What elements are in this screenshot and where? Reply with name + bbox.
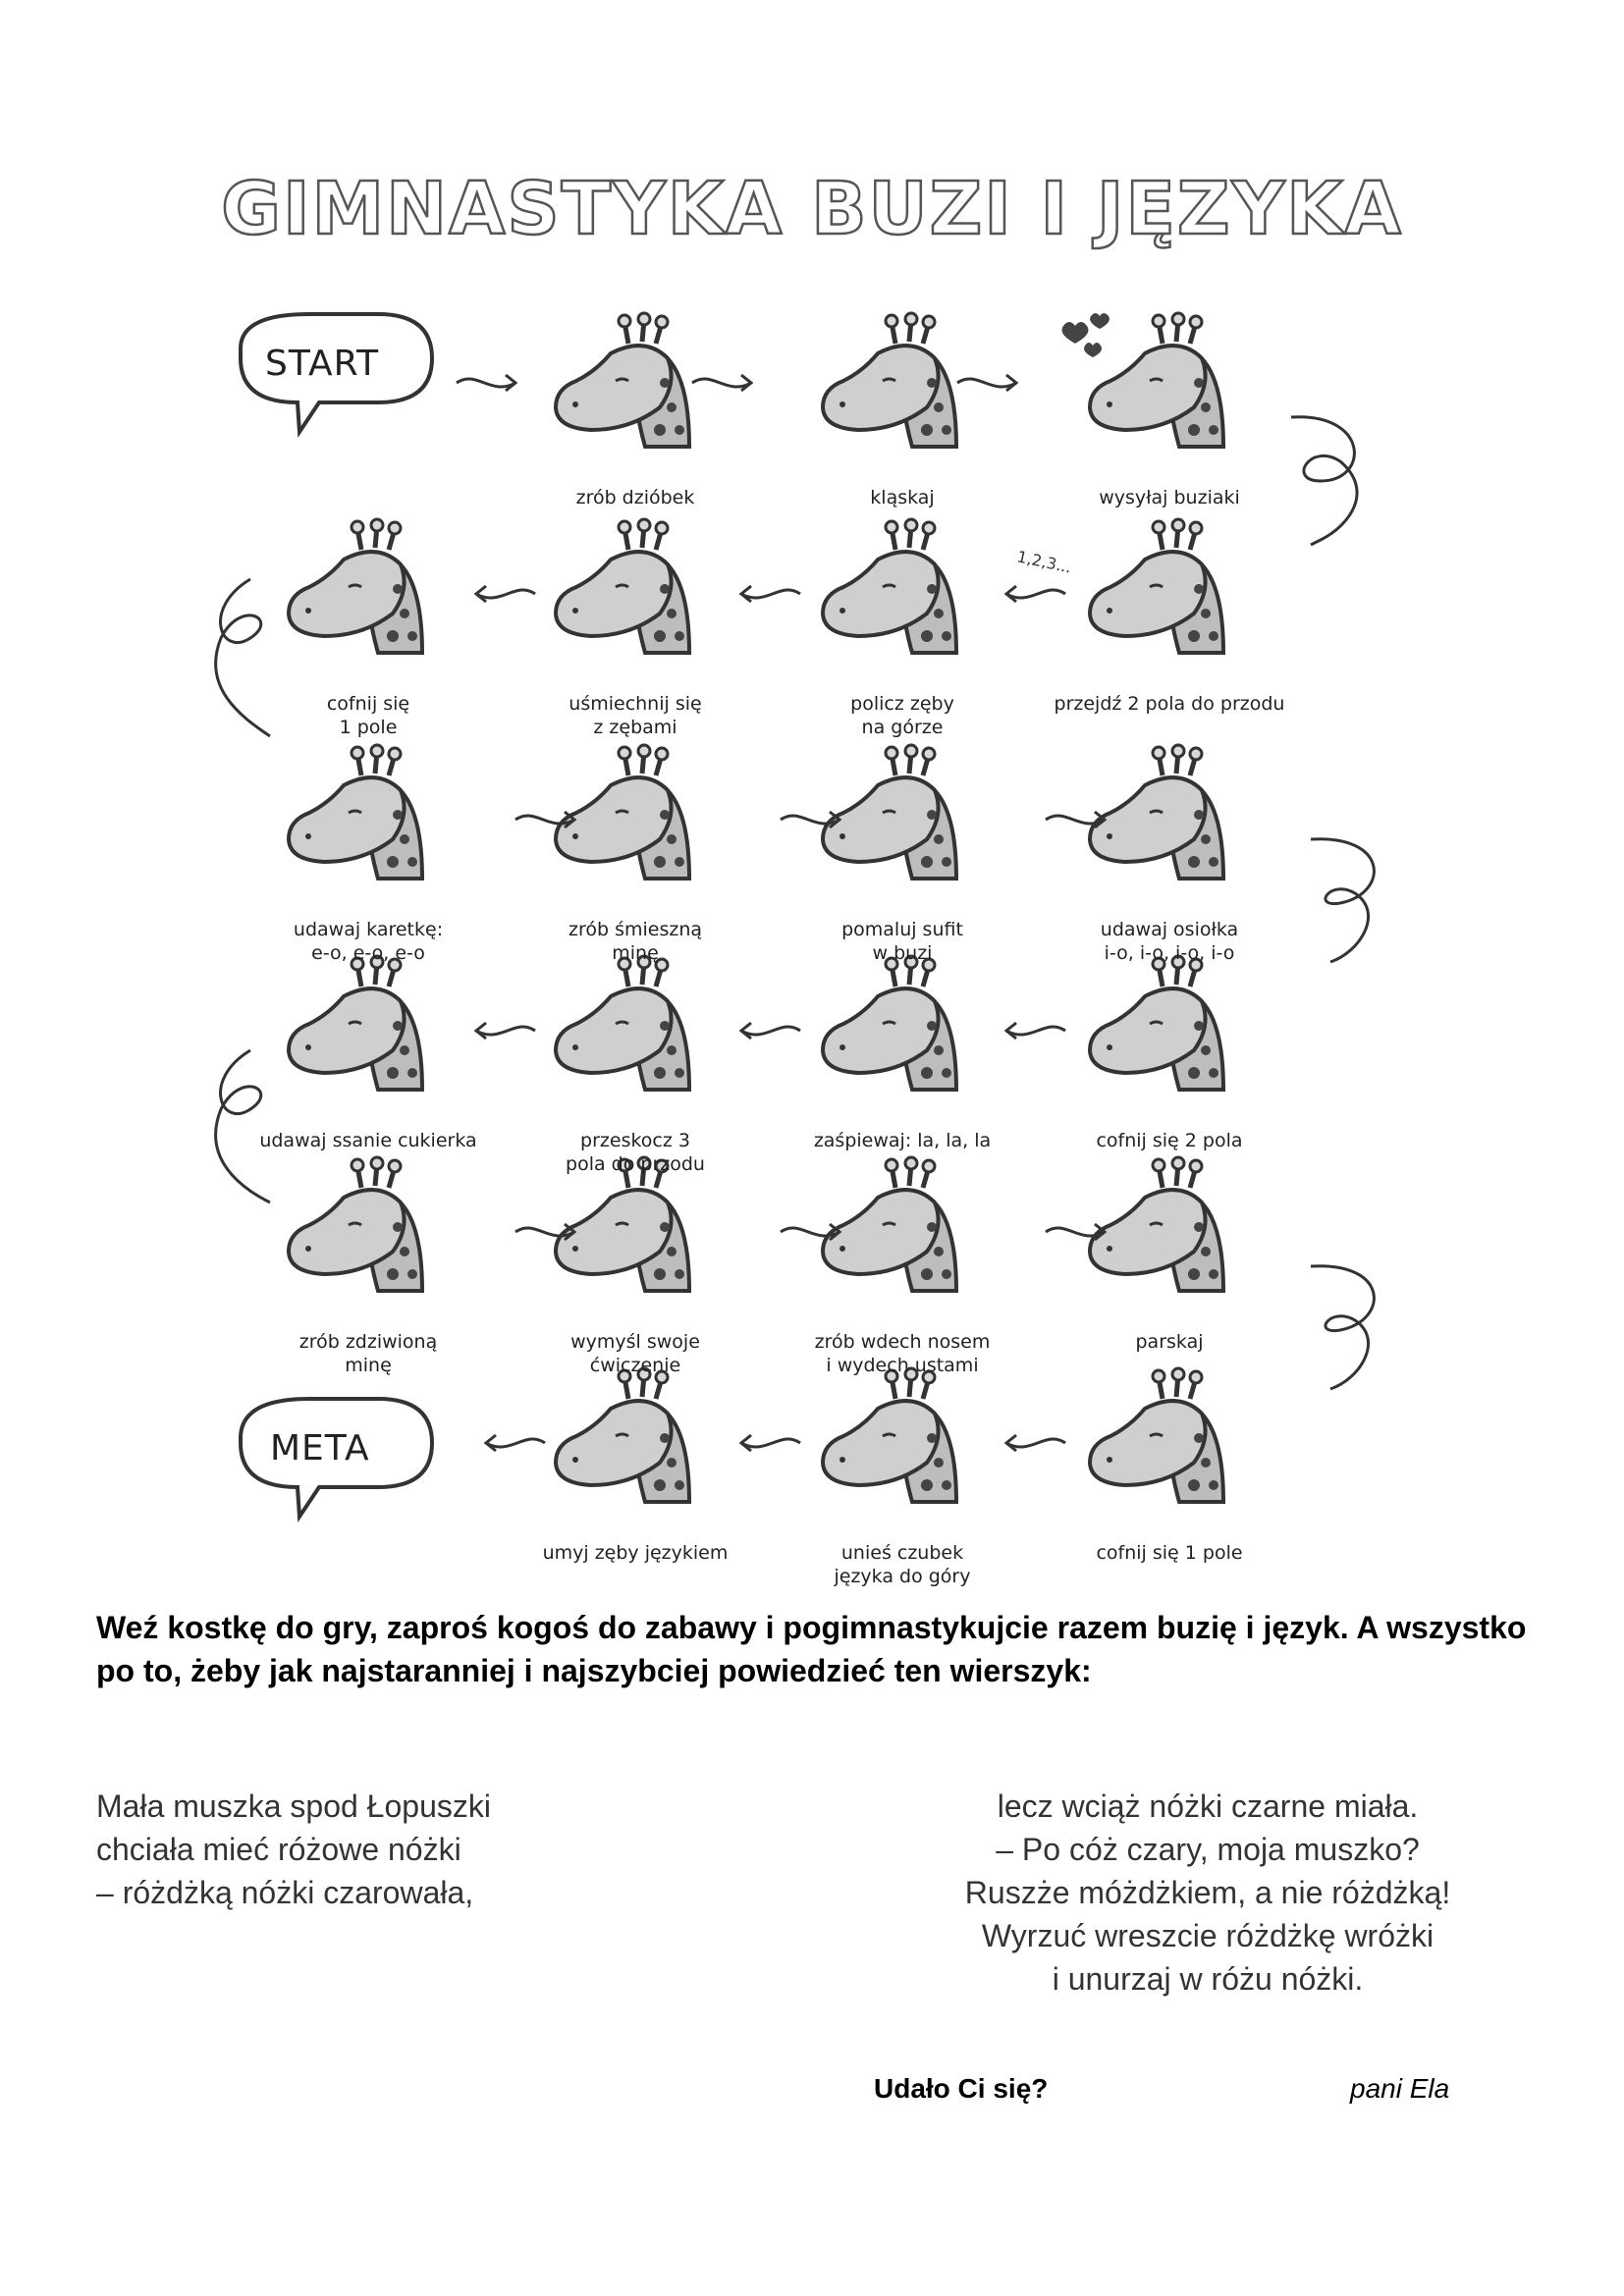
- giraffe-head-icon: [1090, 1368, 1223, 1502]
- arrow-head-icon: [476, 586, 486, 602]
- cell-label: kląskaj: [870, 487, 935, 508]
- poem-line: i unurzaj w różu nóżki.: [1052, 1961, 1364, 1997]
- arrow-head-icon: [741, 1023, 751, 1039]
- giraffe-head-icon: [289, 956, 422, 1090]
- arrow-head-icon: [1006, 1023, 1016, 1039]
- cell-label: udawaj osiołka i-o, i-o, i-o, i-o: [1100, 919, 1239, 964]
- poem-left-column: [96, 1785, 685, 1914]
- arrow-squiggle-icon: [1006, 1439, 1065, 1447]
- cell-label: udawaj ssanie cukierka: [259, 1130, 477, 1151]
- arrow-head-icon: [486, 1435, 496, 1451]
- poem-line: Ruszże móżdżkiem, a nie różdżką!: [964, 1875, 1451, 1910]
- poem-right-column: [884, 1785, 1532, 2001]
- arrow-squiggle-icon: [1006, 1027, 1065, 1035]
- cell-label: wysyłaj buziaki: [1099, 487, 1240, 508]
- cell-label: umyj zęby językiem: [542, 1542, 729, 1564]
- arrow-head-icon: [506, 375, 515, 391]
- arrow-squiggle-icon: [486, 1439, 545, 1447]
- giraffe-head-icon: [1090, 1157, 1223, 1291]
- arrow-head-icon: [741, 375, 751, 391]
- meta-bubble: [241, 1399, 432, 1517]
- cell-label: unieś czubek języka do góry: [834, 1542, 971, 1587]
- giraffe-head-icon: [1090, 745, 1223, 879]
- poem-line: Wyrzuć wreszcie różdżkę wróżki: [981, 1918, 1435, 1953]
- arrow-squiggle-icon: [741, 590, 800, 598]
- arrow-head-icon: [1006, 586, 1016, 602]
- giraffe-head-icon: [823, 745, 956, 879]
- cell-label: pomaluj sufit w buzi: [841, 919, 963, 964]
- cell-label: wymyśl swoje ćwiczenie: [570, 1331, 700, 1376]
- page-title: GIMNASTYKA BUZI I JĘZYKA: [221, 167, 1403, 251]
- signature-text: pani Ela: [1350, 2073, 1450, 2104]
- cell-label: zrób śmieszną minę: [568, 919, 703, 964]
- cell-label: cofnij się 1 pole: [326, 693, 410, 738]
- loop-arrow-icon: [1311, 839, 1374, 962]
- arrow-head-icon: [1006, 375, 1016, 391]
- giraffe-head-icon: [823, 1157, 956, 1291]
- arrow-squiggle-icon: [457, 379, 515, 387]
- cell-label: uśmiechnij się z zębami: [568, 693, 702, 738]
- giraffe-head-icon: [823, 313, 956, 447]
- counting-text: 1,2,3...: [1015, 547, 1073, 577]
- arrow-squiggle-icon: [1006, 590, 1065, 598]
- question-text: Udało Ci się?: [874, 2073, 1049, 2104]
- game-board: [211, 304, 1414, 1587]
- arrow-head-icon: [476, 1023, 486, 1039]
- arrow-head-icon: [1006, 1435, 1016, 1451]
- poem-line: – różdżką nóżki czarowała,: [96, 1875, 474, 1910]
- hearts-icon: [1062, 313, 1110, 357]
- meta-label: META: [270, 1428, 370, 1468]
- giraffe-head-icon: [556, 313, 689, 447]
- arrow-head-icon: [741, 586, 751, 602]
- poem-line: – Po cóż czary, moja muszko?: [996, 1832, 1420, 1867]
- giraffe-head-icon: [556, 519, 689, 653]
- arrow-squiggle-icon: [476, 590, 535, 598]
- giraffe-head-icon: [1090, 956, 1223, 1090]
- giraffe-head-icon: [1090, 519, 1223, 653]
- giraffe-head-icon: [556, 1368, 689, 1502]
- poem-line: Mała muszka spod Łopuszki: [96, 1789, 491, 1824]
- cell-label: parskaj: [1135, 1331, 1204, 1353]
- arrow-squiggle-icon: [957, 379, 1016, 387]
- loop-arrow-icon: [216, 1050, 270, 1202]
- arrow-squiggle-icon: [476, 1027, 535, 1035]
- giraffe-head-icon: [823, 956, 956, 1090]
- giraffe-head-icon: [289, 745, 422, 879]
- cell-label: przeskocz 3 pola do przodu: [566, 1130, 705, 1175]
- giraffe-head-icon: [289, 1157, 422, 1291]
- arrow-squiggle-icon: [741, 1439, 800, 1447]
- instructions-text: Weź kostkę do gry, zaproś kogoś do zabawy i pogimnastykujcie razem buzię i język. A wszystko po to, żeby jak najstaranniej i najszybciej powiedzieć ten wierszyk:: [96, 1610, 1527, 1688]
- cell-label: cofnij się 1 pole: [1096, 1542, 1243, 1564]
- poem-line: chciała mieć różowe nóżki: [96, 1832, 461, 1867]
- arrow-squiggle-icon: [741, 1027, 800, 1035]
- giraffe-head-icon: [289, 519, 422, 653]
- cell-label: zrób wdech nosem i wydech ustami: [814, 1331, 991, 1376]
- cell-label: zrób zdziwioną minę: [298, 1331, 438, 1376]
- giraffe-head-icon: [556, 1157, 689, 1291]
- poem-line: lecz wciąż nóżki czarne miała.: [997, 1789, 1419, 1824]
- cell-label: zrób dzióbek: [575, 487, 695, 508]
- cell-label: policz zęby na górze: [850, 693, 954, 738]
- giraffe-head-icon: [1090, 313, 1223, 447]
- cell-label: przejdź 2 pola do przodu: [1054, 693, 1285, 715]
- arrow-squiggle-icon: [692, 379, 751, 387]
- start-label: START: [265, 344, 380, 384]
- giraffe-head-icon: [823, 519, 956, 653]
- loop-arrow-icon: [1291, 417, 1357, 545]
- giraffe-head-icon: [556, 745, 689, 879]
- start-bubble: [241, 314, 432, 432]
- cell-label: udawaj karetkę: e-o, e-o, e-o: [293, 919, 444, 964]
- arrow-head-icon: [741, 1435, 751, 1451]
- giraffe-head-icon: [823, 1368, 956, 1502]
- loop-arrow-icon: [1311, 1266, 1374, 1389]
- cell-label: zaśpiewaj: la, la, la: [813, 1130, 992, 1151]
- cell-label: cofnij się 2 pola: [1096, 1130, 1243, 1151]
- giraffe-head-icon: [556, 956, 689, 1090]
